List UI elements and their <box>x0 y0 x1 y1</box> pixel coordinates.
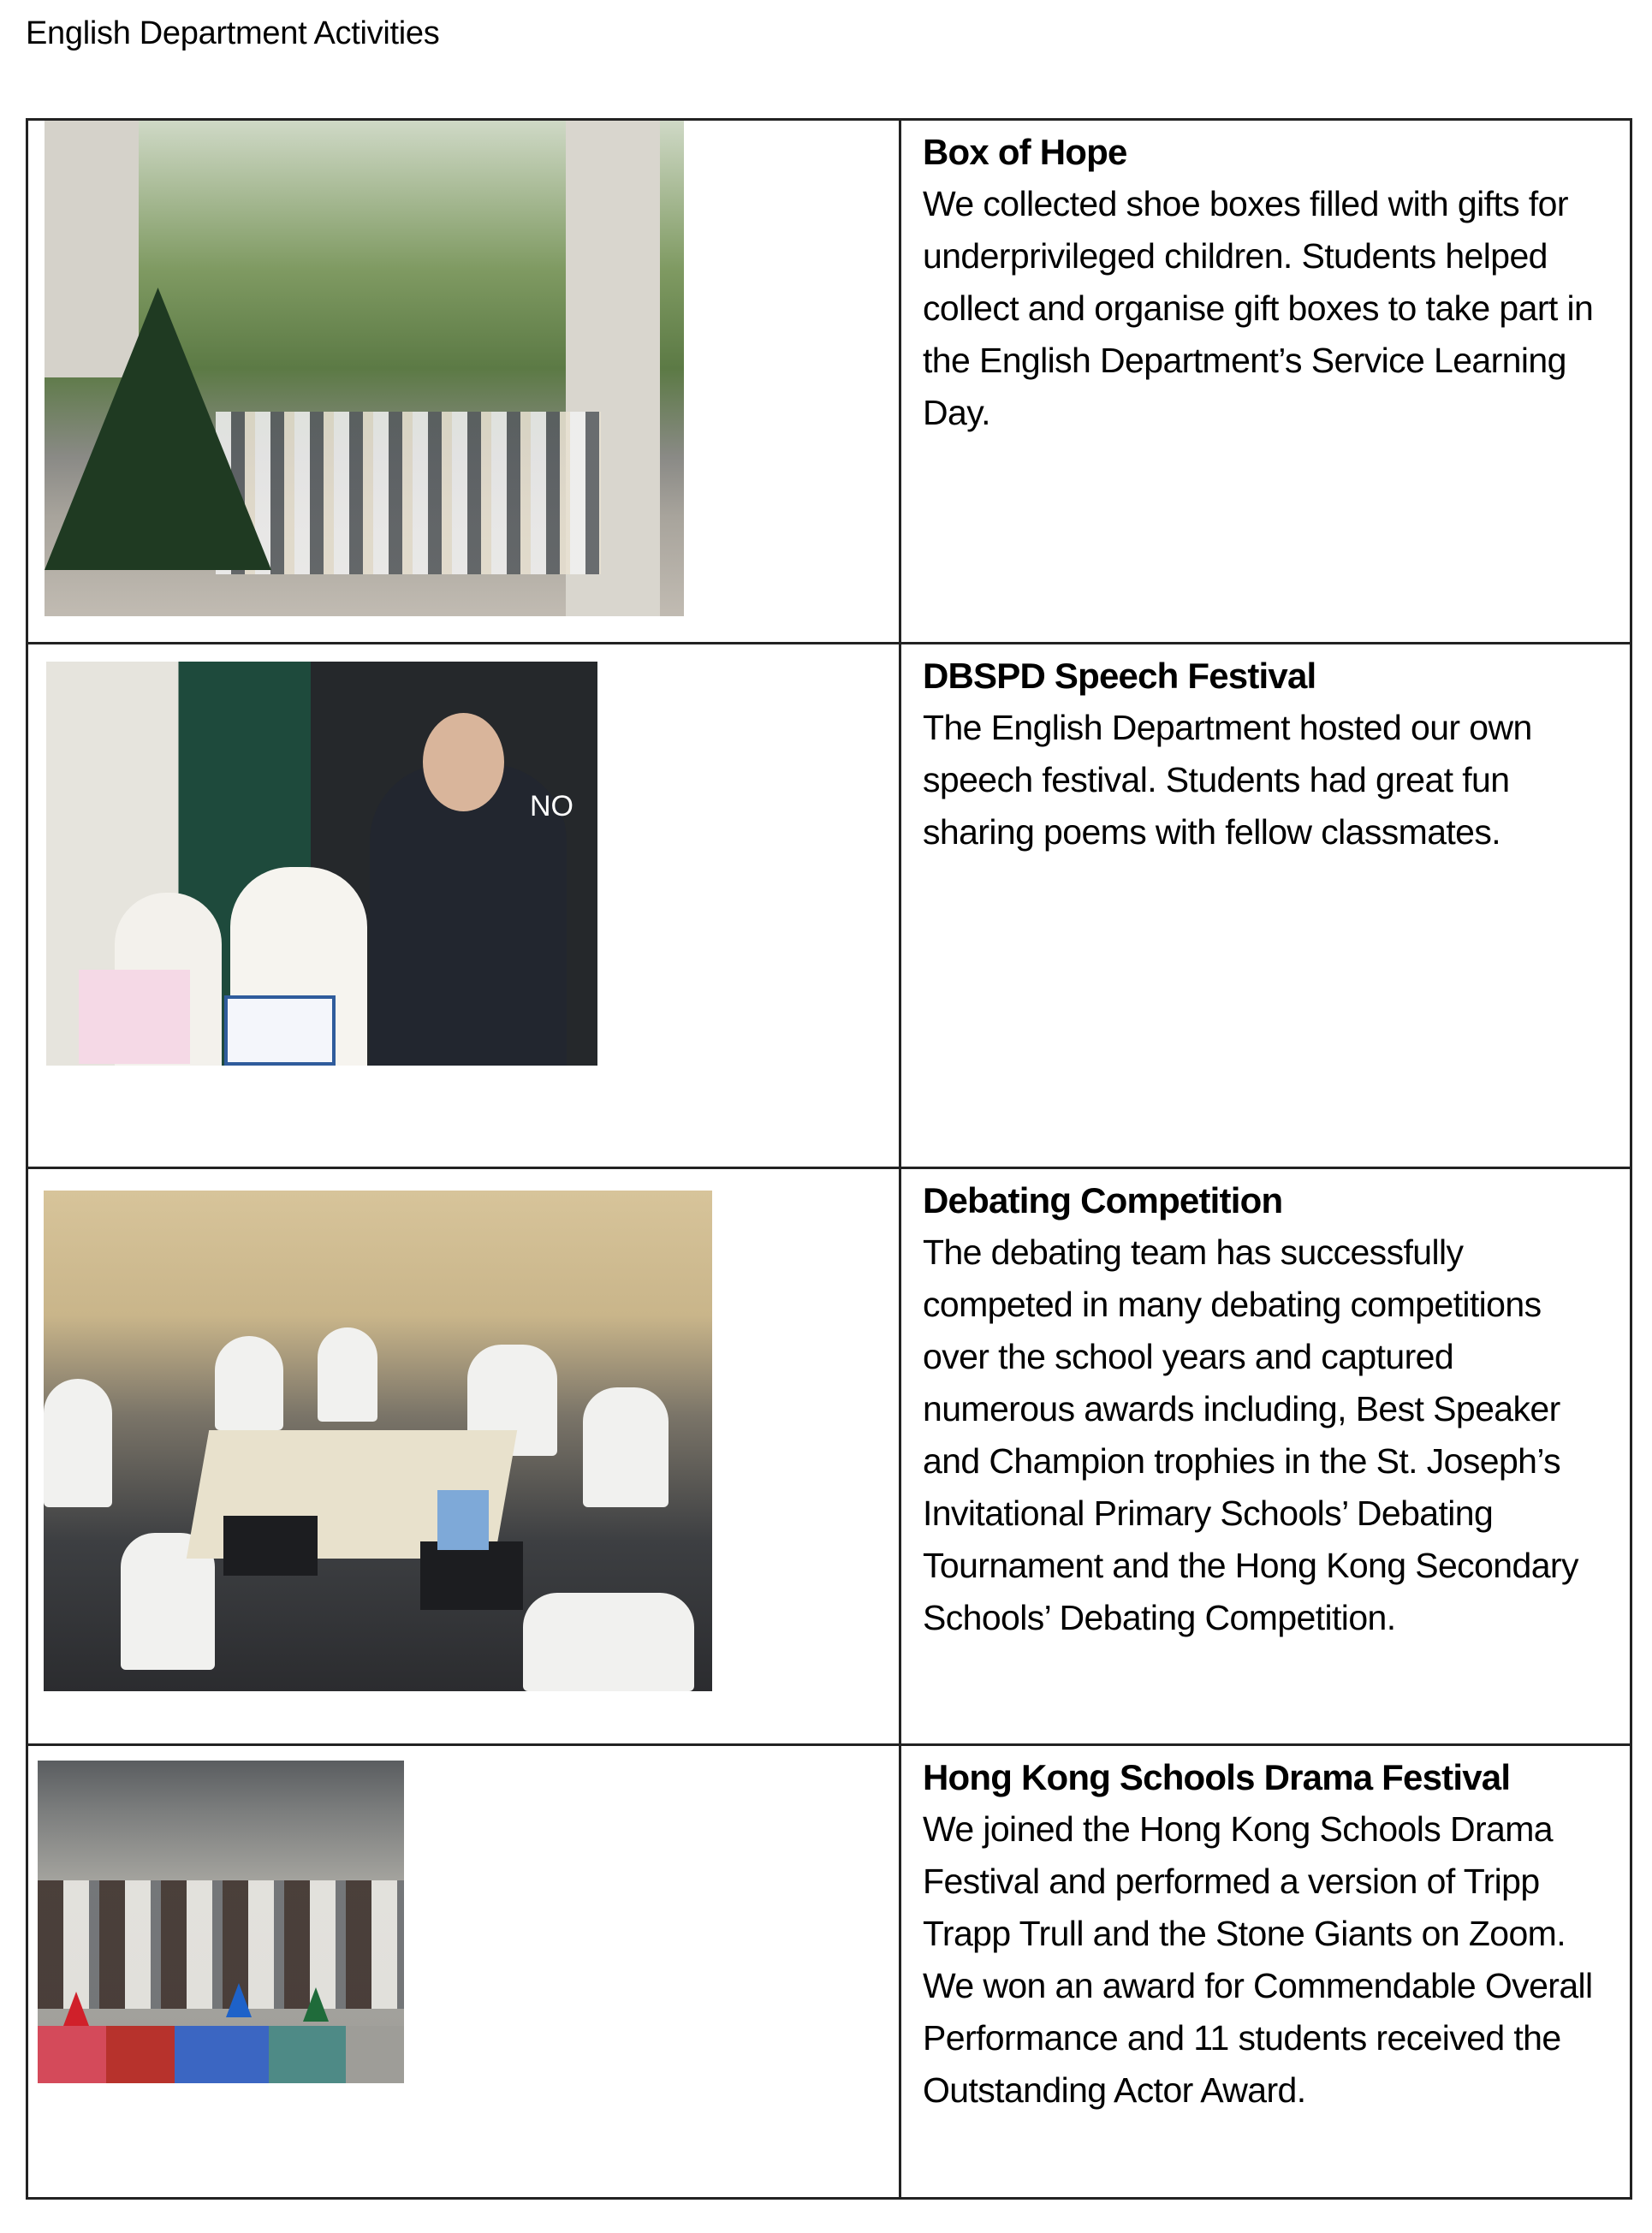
activity-heading: Hong Kong Schools Drama Festival <box>923 1757 1511 1797</box>
activity-heading: Box of Hope <box>923 132 1127 172</box>
activity-text <box>923 650 1614 858</box>
box-of-hope-photo <box>45 121 684 616</box>
activity-text <box>923 1174 1614 1644</box>
activity-text <box>923 126 1614 439</box>
activity-row-speech-festival <box>28 644 1630 1169</box>
debating-competition-photo <box>44 1191 712 1691</box>
activity-heading: Debating Competition <box>923 1180 1283 1220</box>
activity-text <box>923 1751 1614 2117</box>
drama-festival-photo <box>38 1761 404 2083</box>
photo-screen-text: NO <box>530 790 573 823</box>
activity-row-debating <box>28 1169 1630 1746</box>
activity-description: We collected shoe boxes filled with gifts for underprivileged children. Students helped collect and organise gift boxes to take part in the English Department’s Service Learning Day. <box>923 184 1594 432</box>
activities-table <box>26 118 1632 2200</box>
activity-row-drama <box>28 1746 1630 2202</box>
activity-row-box-of-hope <box>28 121 1630 644</box>
activity-description: The debating team has successfully competed in many debating competitions over the school years and captured numerous awards including, Best Speaker and Champion trophies in the St. Joseph’s Invitational Primary Schools’ Debating Tournament and the Hong Kong Secondary Schools’ Debating Competition. <box>923 1232 1578 1637</box>
activity-heading: DBSPD Speech Festival <box>923 656 1316 696</box>
activity-description: We joined the Hong Kong Schools Drama Festival and performed a version of Tripp Trapp Trull and the Stone Giants on Zoom. We won an award for Commendable Overall Performance and 11 students received the Outstanding Actor Award. <box>923 1809 1593 2110</box>
speech-festival-photo <box>46 662 597 1066</box>
document-title: English Department Activities <box>26 15 440 51</box>
activity-description: The English Department hosted our own speech festival. Students had great fun sharing poems with fellow classmates. <box>923 708 1532 852</box>
